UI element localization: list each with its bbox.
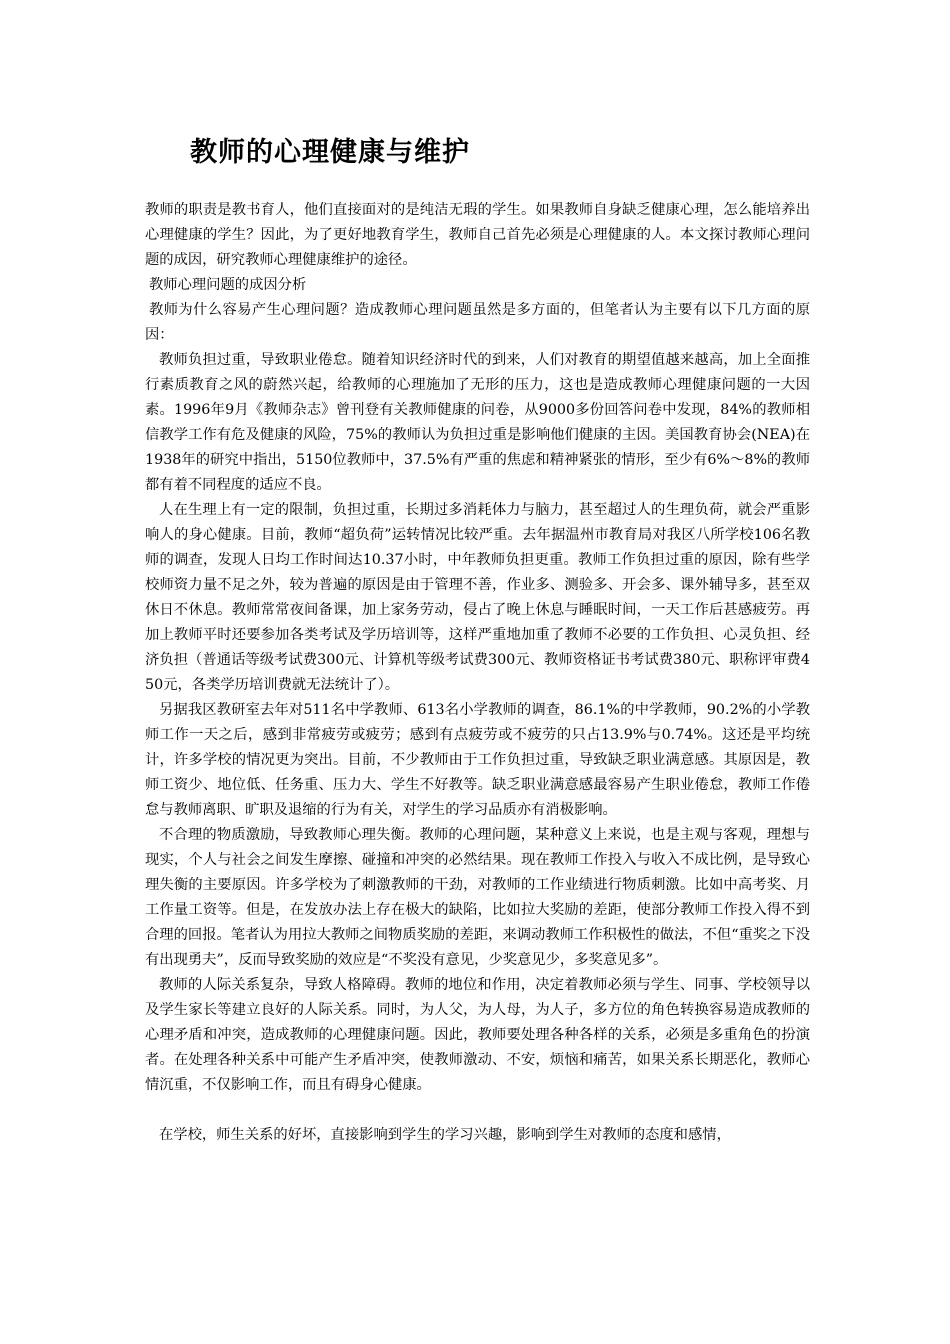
section-heading: 教师心理问题的成因分析 [149,277,307,293]
paragraph-physiology: 人在生理上有一定的限制，负担过重，长期过多消耗体力与脑力，甚至超过人的生理负荷，就会严重影响人的身心健康。目前，教师“超负荷”运转情况比较严重。去年据温州市教育局对我区八所学校106名教师的调查，发现人日均工作时间达10.37小时，中年教师负担更重。教师工作负担过重的原因，除有些学校师资力量不足之外，较为普遍的原因是由于管理不善，作业多、测验多、开会多、课外辅导多，甚至双休日不休息。教师常常夜间备课，加上家务劳动，侵占了晚上休息与睡眠时间，一天工作后甚感疲劳。再加上教师平时还要参加各类考试及学历培训等，这样严重地加重了教师不必要的工作负担、心灵负担、经济负担（普通话等级考试费300元、计算机等级考试费300元、教师资格证书考试费380元、职称评审费450元，各类学历培训费就无法统计了）。 [145,502,810,693]
paragraph-survey: 另据我区教研室去年对511名中学教师、613名小学教师的调查，86.1%的中学教师，90.2%的小学教师工作一天之后，感到非常疲劳或疲劳；感到有点疲劳或不疲劳的只占13.9%与0.74%。这还是平均统计，许多学校的情况更为突出。目前，不少教师由于工作负担过重，导致缺乏职业满意感。其原因是，教师工资少、地位低、任务重、压力大、学生不好教等。缺乏职业满意感最容易产生职业倦怠，教师工作倦怠与教师离职、旷职及退缩的行为有关，对学生的学习品质亦有消极影响。 [145,702,810,818]
paragraph-teacher-student: 在学校，师生关系的好坏，直接影响到学生的学习兴趣，影响到学生对教师的态度和感情， [159,1127,731,1143]
paragraph-burden: 教师负担过重，导致职业倦怠。随着知识经济时代的到来，人们对教育的期望值越来越高，加上全面推行素质教育之风的蔚然兴起，给教师的心理施加了无形的压力，这也是造成教师心理健康问题的一大因素。1996年9月《教师杂志》曾刊登有关教师健康的问卷，从9000多份回答问卷中发现，84%的教师相信教学工作有危及健康的风险，75%的教师认为负担过重是影响他们健康的主因。美国教育协会(NEA)在1938年的研究中指出，5150位教师中，37.5%有严重的焦虑和精神紧张的情形，至少有6%～8%的教师都有着不同程度的适应不良。 [145,352,810,493]
paragraph-incentive: 不合理的物质激励，导致教师心理失衡。教师的心理问题，某种意义上来说，也是主观与客观，理想与现实，个人与社会之间发生摩擦、碰撞和冲突的必然结果。现在教师工作投入与收入不成比例，是导致心理失衡的主要原因。许多学校为了刺激教师的干劲，对教师的工作业绩进行物质刺激。比如中高考奖、月工作量工资等。但是，在发放办法上存在极大的缺陷，比如拉大奖励的差距，使部分教师工作投入得不到合理的回报。笔者认为用拉大教师之间物质奖励的差距，来调动教师工作积极性的做法，不但“重奖之下没有出现勇夫”，反而导致奖励的效应是“不奖没有意见，少奖意见少，多奖意见多”。 [145,827,810,968]
document-title: 教师的心理健康与维护 [190,137,470,168]
paragraph-relationships: 教师的人际关系复杂，导致人格障碍。教师的地位和作用，决定着教师必须与学生、同事、学校领导以及学生家长等建立良好的人际关系。同时，为人父，为人母，为人子，多方位的角色转换容易造成教师的心理矛盾和冲突，造成教师的心理健康问题。因此，教师要处理各种各样的关系，必须是多重角色的扮演者。在处理各种关系中可能产生矛盾冲突，使教师激动、不安，烦恼和痛苦，如果关系长期恶化，教师心情沉重，不仅影响工作，而且有碍身心健康。 [145,977,810,1093]
document-body [145,198,810,1148]
intro-paragraph: 教师的职责是教书育人，他们直接面对的是纯洁无瑕的学生。如果教师自身缺乏健康心理，怎么能培养出心理健康的学生？因此，为了更好地教育学生，教师自己首先必须是心理健康的人。本文探讨教师心理问题的成因，研究教师心理健康维护的途径。 [145,202,810,268]
paragraph-spacer [145,1098,810,1123]
paragraph-causes-intro: 教师为什么容易产生心理问题？造成教师心理问题虽然是多方面的，但笔者认为主要有以下几方面的原因： [145,302,810,343]
